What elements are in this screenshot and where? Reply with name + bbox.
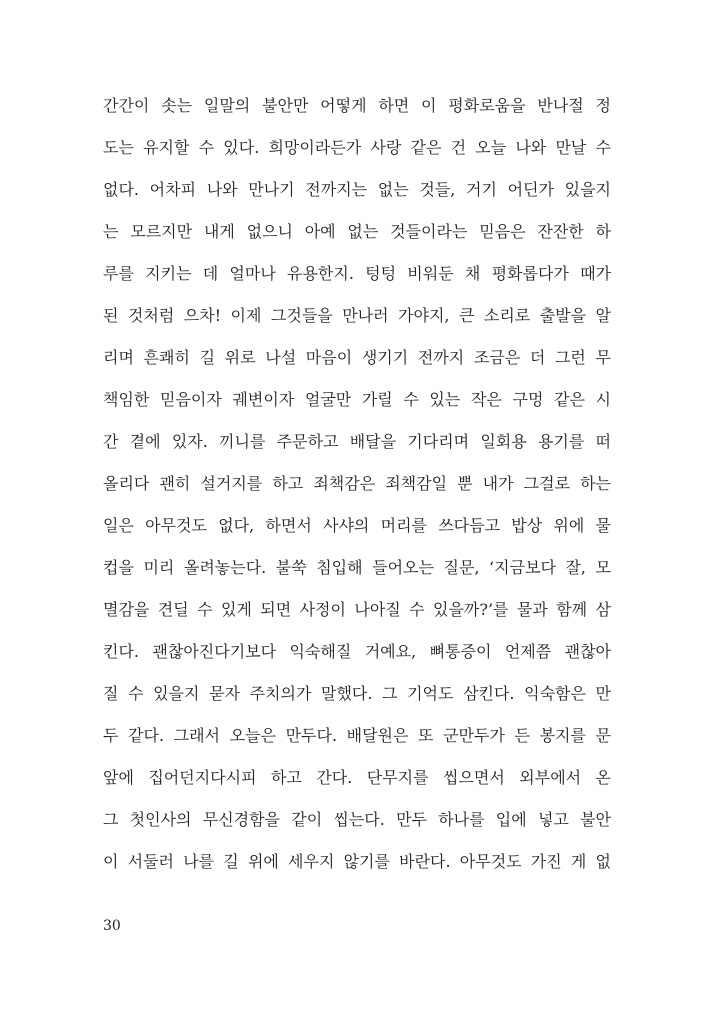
page-number: 30	[103, 918, 121, 934]
text-line: 된 것처럼 으차! 이제 그것들을 만나러 가야지, 큰 소리로 출발을 알	[103, 306, 611, 325]
text-line: 올리다 괜히 설거지를 하고 죄책감은 죄책감일 뿐 내가 그걸로 하는	[103, 474, 611, 493]
text-line: 킨다. 괜찮아진다기보다 익숙해질 거예요, 뼈통증이 언제쯤 괜찮아	[103, 642, 611, 661]
text-line: 멸감을 견딜 수 있게 되면 사정이 나아질 수 있을까?’를 물과 함께 삼	[103, 600, 611, 619]
text-line: 책임한 믿음이자 궤변이자 얼굴만 가릴 수 있는 작은 구멍 같은 시	[103, 390, 611, 409]
text-line: 없다. 어차피 나와 만나기 전까지는 없는 것들, 거기 어딘가 있을지	[103, 180, 611, 199]
text-line: 이 서둘러 나를 길 위에 세우지 않기를 바란다. 아무것도 가진 게 없	[103, 852, 611, 871]
text-line: 간간이 솟는 일말의 불안만 어떻게 하면 이 평화로움을 반나절 정	[103, 96, 611, 115]
text-line: 간 곁에 있자. 끼니를 주문하고 배달을 기다리며 일회용 용기를 떠	[103, 432, 611, 451]
text-line: 리며 흔쾌히 길 위로 나설 마음이 생기기 전까지 조금은 더 그런 무	[103, 348, 611, 367]
text-line: 질 수 있을지 묻자 주치의가 말했다. 그 기억도 삼킨다. 익숙함은 만	[103, 684, 611, 703]
text-line: 루를 지키는 데 얼마나 유용한지. 텅텅 비워둔 채 평화롭다가 때가	[103, 264, 611, 283]
text-line: 두 같다. 그래서 오늘은 만두다. 배달원은 또 군만두가 든 봉지를 문	[103, 726, 611, 745]
text-line: 그 첫인사의 무신경함을 같이 씹는다. 만두 하나를 입에 넣고 불안	[103, 810, 611, 829]
text-line: 컵을 미리 올려놓는다. 불쑥 침입해 들어오는 질문, ‘지금보다 잘, 모	[103, 558, 611, 577]
text-line: 는 모르지만 내게 없으니 아예 없는 것들이라는 믿음은 잔잔한 하	[103, 222, 611, 241]
text-line: 앞에 집어던지다시피 하고 간다. 단무지를 씹으면서 외부에서 온	[103, 768, 611, 787]
text-line: 도는 유지할 수 있다. 희망이라든가 사랑 같은 건 오늘 나와 만날 수	[103, 138, 611, 157]
text-line: 일은 아무것도 없다, 하면서 사샤의 머리를 쓰다듬고 밥상 위에 물	[103, 516, 611, 535]
